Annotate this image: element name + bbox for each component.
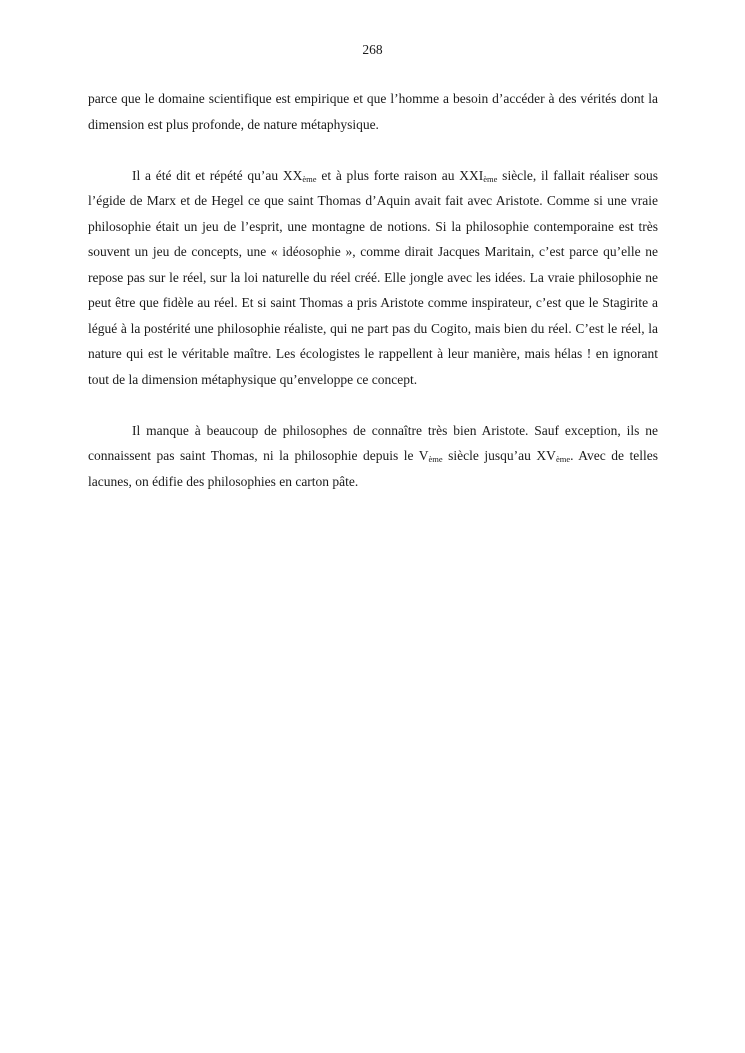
paragraph-3-text-c: . Avec de telles lacunes, on édifie des philosophies en carton pâte.	[88, 448, 658, 489]
paragraph-1	[88, 86, 658, 137]
page-number: 268	[362, 42, 383, 57]
ordinal-suffix: ème	[555, 454, 571, 464]
paragraph-2-text-b: et à plus forte raison au XXI	[316, 167, 484, 183]
ordinal-suffix: ème	[483, 173, 498, 184]
paragraph-gap	[88, 137, 658, 163]
paragraph-gap	[88, 392, 658, 418]
paragraph-2-text-a: Il a été dit et répété qu’au XX	[132, 167, 303, 183]
paragraph-2	[88, 163, 658, 393]
paragraph-1-text: parce que le domaine scientifique est empirique et que l’homme a besoin d’accéder à des vérités dont la dimension est plus profonde, de nature métaphysique.	[88, 91, 658, 132]
paragraph-3-text-a: Il manque à beaucoup de philosophes de connaître très bien Aristote. Sauf exception, ils ne connaissent pas saint Thomas, ni la philosophie depuis le V	[88, 422, 658, 463]
paragraph-2-text-c: siècle, il fallait réaliser sous l’égide de Marx et de Hegel ce que saint Thomas d’Aquin avait fait avec Aristote. Comme si une vraie philosophie était un jeu de l’esprit, une montagne de notions. Si la philosophie contemporaine est très souvent un jeu de concepts, une « idéosophie », comme dirait Jacques Maritain, c’est parce qu’elle ne repose pas sur le réel, sur la loi naturelle du réel créé. Elle jongle avec les idées. La vraie philosophie ne peut être que fidèle au réel. Et si saint Thomas a pris Aristote comme inspirateur, c’est que le Stagirite a légué à la postérité une philosophie réaliste, qui ne part pas du Cogito, mais bien du réel. C’est le réel, la nature qui est le véritable maître. Les écologistes le rappellent à leur manière, mais hélas ! en ignorant tout de la dimension métaphysique qu’enveloppe ce concept.	[88, 167, 658, 387]
paragraph-3-text-b: siècle jusqu’au XV	[442, 448, 556, 463]
page-body	[88, 86, 658, 494]
ordinal-suffix: ème	[302, 173, 317, 184]
ordinal-suffix: ème	[428, 454, 443, 464]
paragraph-3	[88, 418, 658, 495]
